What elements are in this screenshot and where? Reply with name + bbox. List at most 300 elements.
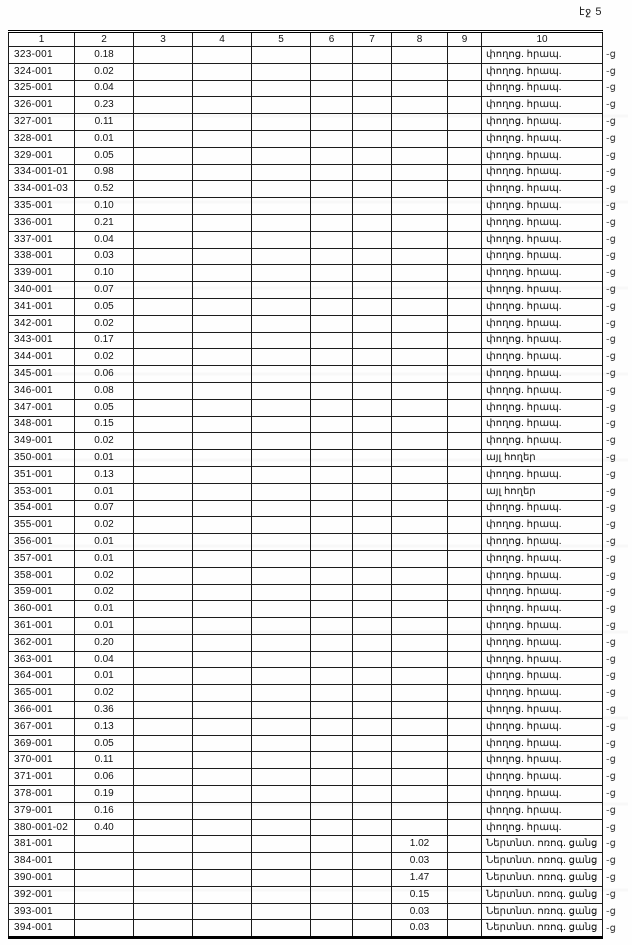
cell-empty [311,147,353,164]
cell-empty [134,198,193,215]
cell-empty [448,433,482,450]
cell-col8-value: 0.03 [392,920,448,938]
cell-col8-value [392,130,448,147]
cell-parcel-id: 338-001 [9,248,75,265]
margin-note: ֊ց [606,586,616,598]
cell-parcel-id: 362-001 [9,634,75,651]
cell-empty [353,366,392,383]
cell-parcel-id: 335-001 [9,198,75,215]
cell-area: 0.15 [75,416,134,433]
cell-empty [134,853,193,870]
cell-empty [134,567,193,584]
cell-area: 0.07 [75,500,134,517]
cell-empty [252,886,311,903]
table-row [9,298,628,315]
cell-empty [252,332,311,349]
cell-area: 0.05 [75,147,134,164]
margin-note: ֊ց [606,603,616,615]
margin-note: ֊ց [606,267,616,279]
cell-empty [252,550,311,567]
cell-empty [252,483,311,500]
margin-note: ֊ց [606,519,616,531]
cell-empty [448,786,482,803]
cell-empty [193,886,252,903]
cell-col8-value [392,366,448,383]
cell-empty [448,870,482,887]
cell-col8-value [392,382,448,399]
cell-empty [311,198,353,215]
cell-empty [134,903,193,920]
cell-empty [252,181,311,198]
cell-col8-value [392,802,448,819]
cell-empty [193,214,252,231]
cell-empty [252,836,311,853]
cell-empty [134,702,193,719]
column-header: 4 [193,32,252,47]
cell-area: 0.18 [75,47,134,64]
cell-empty [134,802,193,819]
table-row [9,399,628,416]
cell-empty [448,114,482,131]
cell-area: 0.23 [75,97,134,114]
table-row [9,601,628,618]
cell-empty [134,214,193,231]
cell-empty [311,349,353,366]
cell-empty [134,618,193,635]
margin-note: ֊ց [606,670,616,682]
table-row [9,870,628,887]
cell-land-use: փողոց. հրապ. [482,651,603,668]
cell-parcel-id: 367-001 [9,718,75,735]
cell-parcel-id: 351-001 [9,466,75,483]
cell-land-use: փողոց. հրապ. [482,466,603,483]
cell-empty [311,786,353,803]
margin-note: ֊ց [606,334,616,346]
table-row [9,886,628,903]
cell-empty [353,550,392,567]
cell-empty [193,63,252,80]
table-row [9,735,628,752]
cell-empty [193,164,252,181]
table-row [9,618,628,635]
page-number: էջ 5 [579,6,602,18]
cell-area: 0.08 [75,382,134,399]
cell-empty [448,702,482,719]
cell-area: 0.01 [75,601,134,618]
cell-empty [193,584,252,601]
cell-area: 0.20 [75,634,134,651]
cell-col8-value [392,550,448,567]
cell-empty [353,500,392,517]
cell-parcel-id: 334-001-03 [9,181,75,198]
cell-empty [252,114,311,131]
cell-parcel-id: 341-001 [9,298,75,315]
cell-empty [193,332,252,349]
cell-col8-value [392,248,448,265]
margin-note: ֊ց [606,636,616,648]
cell-land-use: փողոց. հրապ. [482,198,603,215]
table-row [9,550,628,567]
cell-empty [134,685,193,702]
cell-empty [134,584,193,601]
cell-empty [311,836,353,853]
margin-note: ֊ց [606,250,616,262]
cell-land-use: փողոց. հրապ. [482,399,603,416]
cell-empty [448,584,482,601]
cell-empty [193,483,252,500]
table-row [9,248,628,265]
cell-land-use: փողոց. հրապ. [482,97,603,114]
cell-empty [134,433,193,450]
cell-col8-value [392,349,448,366]
margin-note: ֊ց [606,821,616,833]
cell-col8-value: 0.03 [392,853,448,870]
cell-land-use: Ներտնտ. ոռոգ. ցանց [482,886,603,903]
cell-empty [134,130,193,147]
cell-empty [311,802,353,819]
cell-area: 0.01 [75,483,134,500]
cell-empty [193,735,252,752]
margin-note: ֊ց [606,787,616,799]
cell-empty [193,550,252,567]
cell-land-use: փողոց. հրապ. [482,416,603,433]
cell-empty [311,903,353,920]
cell-empty [193,382,252,399]
cell-empty [134,450,193,467]
cell-empty [448,668,482,685]
cell-empty [193,769,252,786]
cell-land-use: փողոց. հրապ. [482,130,603,147]
cell-empty [134,466,193,483]
margin-spacer [603,32,628,47]
cell-empty [252,416,311,433]
cell-col8-value [392,685,448,702]
cell-empty [311,298,353,315]
cell-land-use: փողոց. հրապ. [482,618,603,635]
cell-empty [311,870,353,887]
cell-col8-value [392,517,448,534]
cell-area: 0.02 [75,315,134,332]
cell-area: 0.05 [75,298,134,315]
margin-note: ֊ց [606,855,616,867]
cell-col8-value [392,752,448,769]
cell-empty [448,836,482,853]
cell-empty [448,416,482,433]
cell-land-use: փողոց. հրապ. [482,735,603,752]
cell-empty [353,567,392,584]
column-header: 10 [482,32,603,47]
cell-empty [353,802,392,819]
cell-empty [311,651,353,668]
cell-land-use: փողոց. հրապ. [482,315,603,332]
cell-empty [448,198,482,215]
column-header: 7 [353,32,392,47]
margin-note: ֊ց [606,65,616,77]
cell-empty [353,534,392,551]
cell-empty [134,181,193,198]
cell-empty [193,298,252,315]
cell-empty [252,433,311,450]
cell-empty [193,920,252,938]
table-row [9,114,628,131]
margin-note: ֊ց [606,536,616,547]
cell-empty [311,718,353,735]
column-header: 2 [75,32,134,47]
cell-empty [311,618,353,635]
cell-parcel-id: 350-001 [9,450,75,467]
cell-empty [252,618,311,635]
cell-empty [353,298,392,315]
margin-note: ֊ց [606,166,616,178]
cell-empty [193,450,252,467]
cell-col8-value [392,769,448,786]
cell-empty [311,181,353,198]
table-row [9,265,628,282]
cell-area: 0.02 [75,349,134,366]
cell-land-use: փողոց. հրապ. [482,584,603,601]
table-row [9,920,628,938]
cell-area: 0.11 [75,752,134,769]
table-row [9,198,628,215]
cell-land-use: փողոց. հրապ. [482,500,603,517]
cell-empty [353,181,392,198]
cell-empty [353,282,392,299]
cell-land-use: փողոց. հրապ. [482,802,603,819]
cell-empty [134,265,193,282]
cell-col8-value [392,80,448,97]
cell-col8-value [392,416,448,433]
cell-empty [252,63,311,80]
cell-empty [252,248,311,265]
margin-note: ֊ց [606,418,616,430]
cell-empty [252,584,311,601]
cell-empty [252,752,311,769]
cell-empty [193,198,252,215]
column-header: 5 [252,32,311,47]
table-row [9,651,628,668]
table-row [9,668,628,685]
margin-note: ֊ց [606,888,616,900]
cell-empty [252,634,311,651]
cell-area: 0.01 [75,450,134,467]
cell-empty [193,366,252,383]
cell-empty [193,181,252,198]
cell-parcel-id: 342-001 [9,315,75,332]
cell-area: 0.19 [75,786,134,803]
cell-empty [448,550,482,567]
cell-col8-value [392,735,448,752]
cell-empty [193,618,252,635]
cell-area: 0.13 [75,466,134,483]
cell-col8-value [392,315,448,332]
cell-area: 0.04 [75,231,134,248]
cell-land-use: Ներտնտ. ոռոգ. ցանց [482,870,603,887]
column-header: 1 [9,32,75,47]
cell-empty [252,567,311,584]
cell-land-use: փողոց. հրապ. [482,567,603,584]
cell-empty [311,920,353,938]
cell-empty [134,836,193,853]
cell-empty [448,47,482,64]
cell-parcel-id: 394-001 [9,920,75,938]
cell-col8-value [392,718,448,735]
cell-empty [353,735,392,752]
table-row [9,769,628,786]
cell-land-use: փողոց. հրապ. [482,332,603,349]
cell-col8-value [392,618,448,635]
cell-area: 0.11 [75,114,134,131]
cell-empty [193,702,252,719]
cell-parcel-id: 361-001 [9,618,75,635]
margin-note: ֊ց [606,754,616,766]
cell-parcel-id: 358-001 [9,567,75,584]
cell-area: 0.02 [75,433,134,450]
table-row [9,819,628,836]
cell-col8-value [392,265,448,282]
cell-empty [193,349,252,366]
cell-empty [353,634,392,651]
cell-empty [134,668,193,685]
cell-parcel-id: 366-001 [9,702,75,719]
cell-area [75,870,134,887]
cell-empty [252,450,311,467]
cell-empty [134,298,193,315]
cell-empty [448,450,482,467]
cell-empty [193,500,252,517]
cell-parcel-id: 345-001 [9,366,75,383]
cell-parcel-id: 392-001 [9,886,75,903]
cell-empty [448,634,482,651]
cell-col8-value [392,433,448,450]
cell-empty [134,382,193,399]
cell-col8-value [392,819,448,836]
cell-empty [134,550,193,567]
cell-empty [448,483,482,500]
cell-empty [193,147,252,164]
cell-parcel-id: 356-001 [9,534,75,551]
cell-empty [252,265,311,282]
cell-empty [311,366,353,383]
cell-empty [353,399,392,416]
cell-empty [252,214,311,231]
cell-empty [353,214,392,231]
cell-empty [134,349,193,366]
cell-empty [193,282,252,299]
cell-col8-value [392,147,448,164]
margin-note: ֊ց [606,905,616,917]
cell-area [75,836,134,853]
table-row [9,382,628,399]
margin-note: ֊ց [606,368,616,380]
margin-note: ֊ց [606,233,616,245]
cell-empty [311,517,353,534]
cell-empty [252,147,311,164]
cell-land-use: փողոց. հրապ. [482,685,603,702]
cell-empty [134,517,193,534]
cell-col8-value [392,97,448,114]
table-row [9,130,628,147]
column-header: 6 [311,32,353,47]
margin-note: ֊ց [606,384,616,396]
cell-empty [448,819,482,836]
cell-empty [134,366,193,383]
cell-empty [353,80,392,97]
cell-area: 0.01 [75,534,134,551]
cell-land-use: փողոց. հրապ. [482,63,603,80]
cell-area: 0.04 [75,651,134,668]
cell-area: 0.36 [75,702,134,719]
cell-land-use: փողոց. հրապ. [482,147,603,164]
cell-empty [353,903,392,920]
cell-land-use: փողոց. հրապ. [482,601,603,618]
land-parcel-table [8,30,628,939]
cell-empty [353,752,392,769]
cell-parcel-id: 326-001 [9,97,75,114]
cell-empty [193,130,252,147]
cell-col8-value [392,651,448,668]
cell-empty [448,147,482,164]
cell-empty [448,130,482,147]
cell-col8-value [392,198,448,215]
cell-parcel-id: 329-001 [9,147,75,164]
cell-area: 0.03 [75,248,134,265]
cell-empty [252,382,311,399]
cell-empty [134,97,193,114]
cell-parcel-id: 371-001 [9,769,75,786]
cell-empty [193,315,252,332]
cell-empty [353,164,392,181]
cell-parcel-id: 344-001 [9,349,75,366]
cell-empty [353,433,392,450]
cell-empty [448,366,482,383]
cell-empty [134,870,193,887]
cell-empty [134,769,193,786]
cell-land-use: փողոց. հրապ. [482,382,603,399]
table-row [9,685,628,702]
cell-empty [252,870,311,887]
cell-parcel-id: 348-001 [9,416,75,433]
cell-empty [448,752,482,769]
cell-empty [448,97,482,114]
cell-empty [448,349,482,366]
cell-empty [353,668,392,685]
cell-empty [134,63,193,80]
margin-note: ֊ց [606,99,616,111]
cell-land-use: փողոց. հրապ. [482,231,603,248]
cell-empty [353,130,392,147]
cell-empty [134,718,193,735]
cell-empty [353,382,392,399]
cell-col8-value [392,702,448,719]
cell-empty [448,567,482,584]
cell-empty [353,853,392,870]
cell-col8-value [392,231,448,248]
cell-empty [353,97,392,114]
cell-parcel-id: 323-001 [9,47,75,64]
cell-empty [353,786,392,803]
cell-area: 0.01 [75,130,134,147]
cell-col8-value [392,634,448,651]
cell-area: 0.13 [75,718,134,735]
cell-parcel-id: 390-001 [9,870,75,887]
cell-empty [134,315,193,332]
margin-note: ֊ց [606,552,616,564]
cell-empty [311,433,353,450]
cell-empty [193,80,252,97]
cell-area: 0.02 [75,584,134,601]
margin-note: ֊ց [606,452,616,464]
cell-empty [448,769,482,786]
